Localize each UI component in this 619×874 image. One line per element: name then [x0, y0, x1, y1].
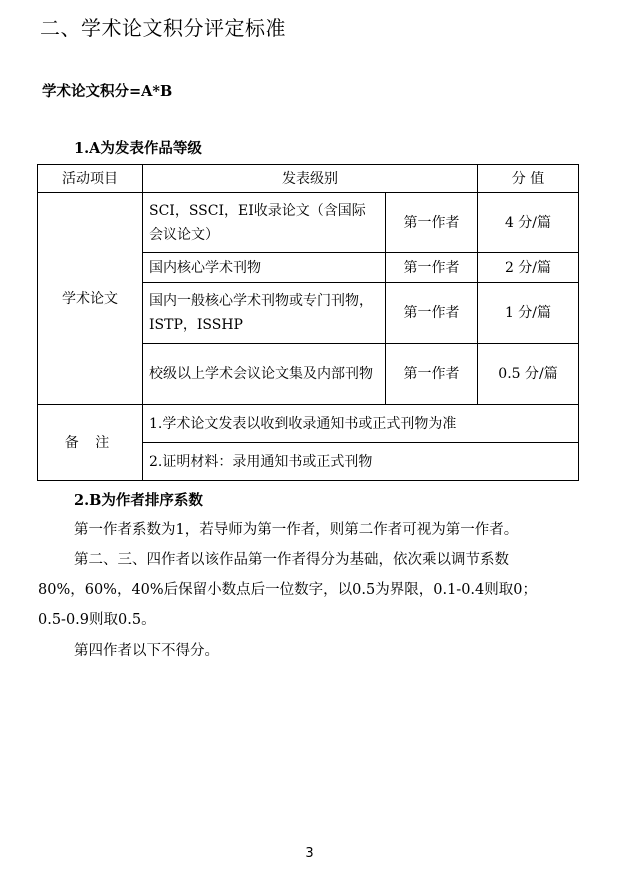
page-number: 3: [305, 846, 314, 861]
level-cell: 国内一般核心学术刊物或专门刊物，ISTP，ISSHP: [143, 283, 386, 344]
table-row: [38, 193, 579, 253]
header-level: 发表级别: [143, 165, 478, 193]
author-cell: 第一作者: [386, 344, 478, 405]
score-cell: 1 分/篇: [478, 283, 579, 344]
score-cell: 4 分/篇: [478, 193, 579, 253]
author-cell: 第一作者: [386, 253, 478, 283]
author-cell: 第一作者: [386, 283, 478, 344]
header-activity: 活动项目: [38, 165, 143, 193]
table-header-row: [38, 165, 579, 193]
part-a-title: 1.A为发表作品等级: [74, 140, 202, 157]
remarks-label: 备 注: [38, 405, 143, 481]
paragraph-coefficient-line2: 80%，60%，40%后保留小数点后一位数字，以0.5为界限，0.1-0.4则取0；: [38, 582, 537, 598]
formula-heading: 学术论文积分=A*B: [42, 83, 173, 100]
remarks-row: [38, 405, 579, 443]
author-cell: 第一作者: [386, 193, 478, 253]
level-cell: SCI，SSCI，EI收录论文（含国际会议论文）: [143, 193, 386, 253]
remark-2: 2.证明材料：录用通知书或正式刊物: [143, 443, 579, 481]
grade-table: [37, 164, 579, 481]
header-score: 分 值: [478, 165, 579, 193]
score-cell: 0.5 分/篇: [478, 344, 579, 405]
score-cell: 2 分/篇: [478, 253, 579, 283]
part-b-title: 2.B为作者排序系数: [74, 492, 203, 509]
category-cell: 学术论文: [38, 193, 143, 405]
level-cell: 国内核心学术刊物: [143, 253, 386, 283]
remark-1: 1.学术论文发表以收到收录通知书或正式刊物为准: [143, 405, 579, 443]
paragraph-first-author: 第一作者系数为1，若导师为第一作者，则第二作者可视为第一作者。: [74, 522, 519, 538]
paragraph-no-score: 第四作者以下不得分。: [74, 643, 219, 659]
paragraph-coefficient-line3: 0.5-0.9则取0.5。: [38, 612, 156, 628]
level-cell: 校级以上学术会议论文集及内部刊物: [143, 344, 386, 405]
paragraph-coefficient-line1: 第二、三、四作者以该作品第一作者得分为基础，依次乘以调节系数: [74, 552, 509, 568]
section-title: 二、学术论文积分评定标准: [40, 16, 286, 40]
